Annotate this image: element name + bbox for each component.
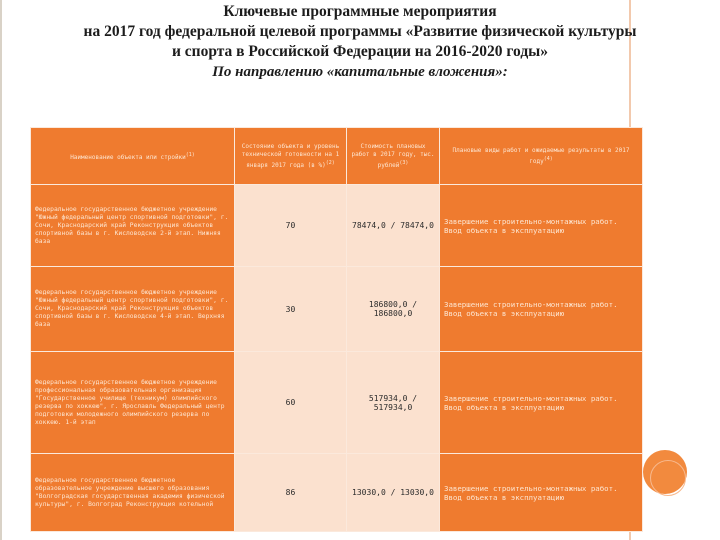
row-cost: 13030,0 / 13030,0 bbox=[347, 454, 440, 532]
header-object-sup: (1) bbox=[185, 151, 195, 158]
decorative-ring bbox=[650, 460, 686, 496]
table-row bbox=[31, 352, 643, 454]
title-line-3: и спорта в Российской Федерации на 2016-2020 годы» bbox=[171, 43, 549, 60]
row-results: Завершение строительно-монтажных работ. Ввод объекта в эксплуатацию bbox=[440, 352, 643, 454]
header-readiness-sup: (2) bbox=[325, 159, 335, 166]
row-results: Завершение строительно-монтажных работ. Ввод объекта в эксплуатацию bbox=[440, 185, 643, 267]
row-cost: 78474,0 / 78474,0 bbox=[347, 185, 440, 267]
row-results: Завершение строительно-монтажных работ. Ввод объекта в эксплуатацию bbox=[440, 267, 643, 352]
row-object: Федеральное государственное бюджетное учреждение профессиональная образовательная организация "Государственное училище (техникум) олимпийского резерва по хоккею", г. Ярославль Федеральный центр подготовки молодежного олимпийского резерва по хоккею. 1-й этап bbox=[31, 352, 235, 454]
left-border-line bbox=[0, 0, 2, 540]
header-cost-sup: (3) bbox=[399, 159, 409, 166]
row-cost: 517934,0 / 517934,0 bbox=[347, 352, 440, 454]
row-readiness: 70 bbox=[235, 185, 347, 267]
header-object-text: Наименование объекта или стройки bbox=[70, 153, 186, 161]
row-readiness: 60 bbox=[235, 352, 347, 454]
header-readiness-text: Состояние объекта и уровень технической готовности на 1 января 2017 года (в %) bbox=[241, 142, 340, 169]
title-line-2: на 2017 год федеральной целевой программы «Развитие физической культуры bbox=[83, 23, 637, 40]
title-block bbox=[25, 2, 695, 82]
table-row bbox=[31, 267, 643, 352]
table-header-row bbox=[31, 128, 643, 185]
header-results-text: Плановые виды работ и ожидаемые результаты в 2017 году bbox=[452, 146, 630, 165]
table-row bbox=[31, 454, 643, 532]
programs-table bbox=[30, 127, 643, 532]
header-readiness bbox=[235, 128, 347, 185]
row-readiness: 30 bbox=[235, 267, 347, 352]
row-object: Федеральное государственное бюджетное учреждение "Южный федеральный центр спортивной подготовки", г. Сочи, Краснодарский край Реконструкция объектов спортивной базы в г. Кисловодске 2-й этап. Нижняя база bbox=[31, 185, 235, 267]
table-row bbox=[31, 185, 643, 267]
row-object: Федеральное государственное бюджетное учреждение "Южный федеральный центр спортивной подготовки", г. Сочи, Краснодарский край Реконструкция объектов спортивной базы в г. Кисловодске 4-й этап. Верхняя база bbox=[31, 267, 235, 352]
title-line-1: Ключевые программные мероприятия bbox=[223, 3, 497, 20]
row-object: Федеральное государственное бюджетное образовательное учреждение высшего образования "Волгоградская государственная академия физической культуры", г. Волгоград Реконструкция котельной bbox=[31, 454, 235, 532]
header-cost bbox=[347, 128, 440, 185]
row-readiness: 86 bbox=[235, 454, 347, 532]
header-object bbox=[31, 128, 235, 185]
subtitle: По направлению «капитальные вложения»: bbox=[212, 64, 508, 80]
header-results bbox=[440, 128, 643, 185]
header-results-sup: (4) bbox=[543, 155, 553, 162]
header-cost-text: Стоимость плановых работ в 2017 году, тыс. рублей bbox=[351, 142, 435, 169]
row-cost: 186800,0 / 186800,0 bbox=[347, 267, 440, 352]
row-results: Завершение строительно-монтажных работ. Ввод объекта в эксплуатацию bbox=[440, 454, 643, 532]
